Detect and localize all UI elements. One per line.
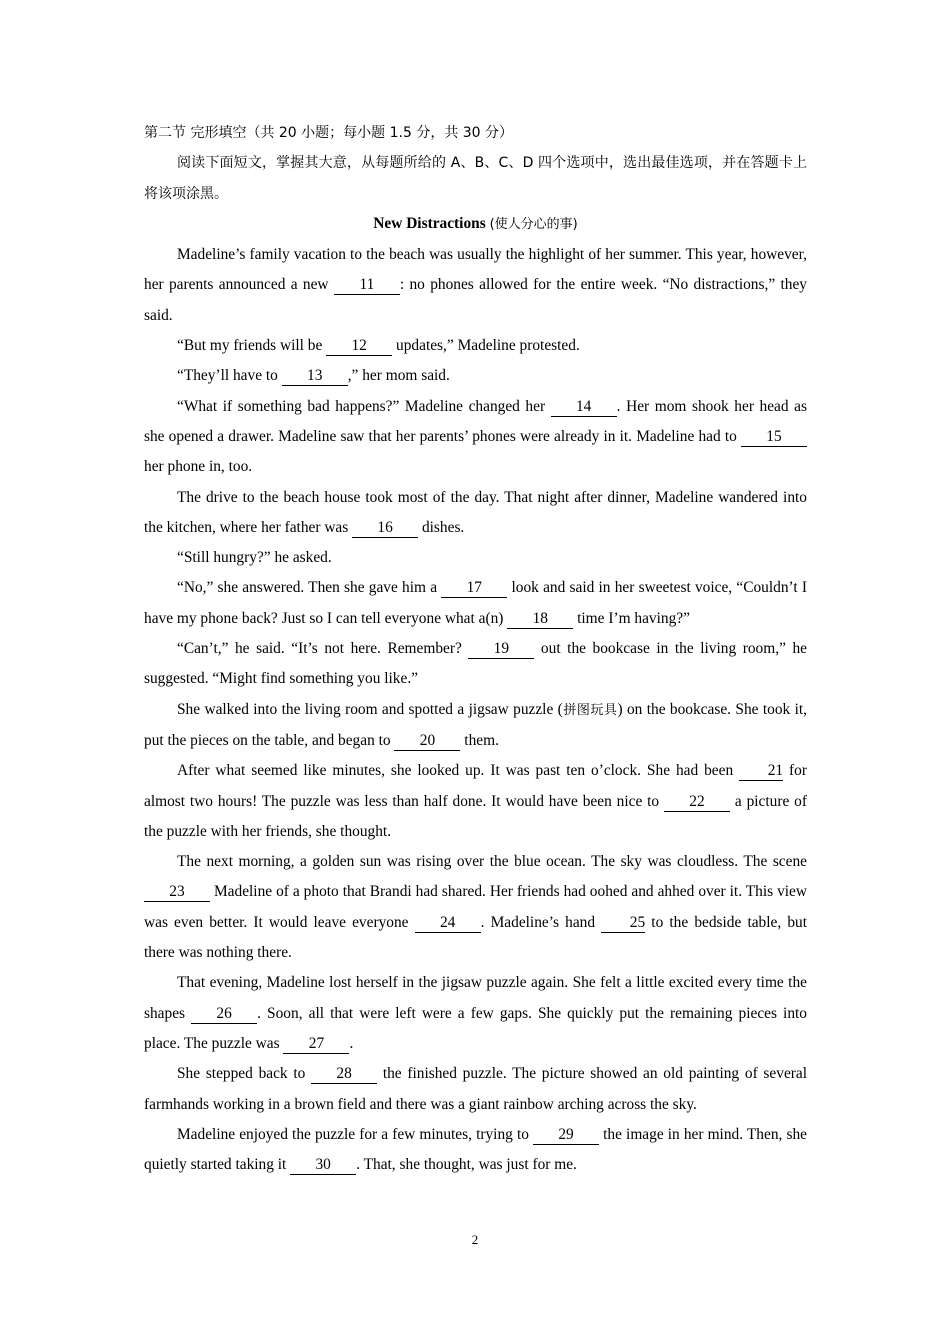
blank-29: 29 [533,1126,599,1145]
text: the image in her mind. Then, she quietly started taking it [144,1125,807,1174]
gloss: 拼图玩具 [562,702,618,718]
blank-25: 25 [601,914,645,933]
text: The drive to the beach house took most of the day. That night after dinner, Madeline wandered into the kitchen, where her father was [144,488,807,536]
blank-30: 30 [290,1156,356,1175]
paragraph-13 [144,1059,807,1120]
text: time I’m having?” [573,609,690,627]
page-number: 2 [471,1232,479,1247]
paragraph-3 [144,361,807,391]
text: . That, she thought, was just for me. [356,1156,577,1174]
text: . Soon, all that were left were a few gaps. She quickly put the remaining pieces into place. The puzzle was [144,1004,807,1052]
text: That evening, Madeline lost herself in the jigsaw puzzle again. She felt a little excited every time the shapes [144,974,807,1022]
text: “What if something bad happens?” Madeline changed her [177,397,551,415]
text: She walked into the living room and spotted a jigsaw puzzle ( [177,700,563,718]
text: . Her mom shook her head as she opened a drawer. Madeline saw that her parents’ phones were already in it. Madeline had to [144,397,807,445]
text: updates,” Madeline protested. [392,337,580,355]
text: Madeline of a photo that Brandi had shared. Her friends had oohed and ahhed over it. This view was even better. It would leave everyone [144,883,807,931]
text: for almost two hours! The puzzle was less than half done. It would have been nice to [144,762,807,810]
blank-14: 14 [551,398,617,417]
text: Madeline enjoyed the puzzle for a few minutes, trying to [177,1125,534,1143]
text: . Madeline’s hand [480,913,602,931]
blank-27: 27 [283,1035,349,1054]
title-main: New Distractions [373,214,486,232]
text: them. [460,731,499,749]
blank-24: 24 [415,914,481,933]
text: look and said in her sweetest voice, “Couldn’t I have my phone back? Just so I can tell everyone what a(n) [144,579,807,627]
blank-11: 11 [334,276,400,295]
blank-28: 28 [311,1065,377,1084]
paragraph-6: “Still hungry?” he asked. [177,549,332,567]
text: a picture of the puzzle with her friends, she thought. [144,792,807,840]
blank-19: 19 [468,640,534,659]
text: “Can’t,” he said. “It’s not here. Remember? [177,640,469,658]
text: her phone in, too. [144,458,253,476]
paragraph-14 [144,1120,807,1181]
instructions: 阅读下面短文，掌握其大意，从每题所给的 A、B、C、D 四个选项中，选出最佳选项，并在答题卡上将该项涂黑。 [144,155,807,202]
text: ) on the bookcase. She took it, put the pieces on the table, and began to [144,700,807,749]
paragraph-2 [144,331,807,361]
blank-12: 12 [326,337,392,356]
blank-15: 15 [741,428,807,447]
cloze-passage [144,118,807,1180]
text: “They’ll have to [177,367,282,385]
text: . [349,1034,354,1052]
paragraph-7 [144,573,807,634]
text: After what seemed like minutes, she looked up. It was past ten o’clock. She had been [177,762,740,780]
passage-title [144,209,807,240]
text: Madeline’s family vacation to the beach was usually the highlight of her summer. This year, however, her parents announced a new [144,246,807,294]
text: dishes. [418,518,465,536]
text: to the bedside table, but there was nothing there. [144,913,808,962]
blank-23: 23 [144,883,210,902]
blank-18: 18 [507,610,573,629]
title-gloss: (使人分心的事) [489,216,578,232]
blank-20: 20 [394,732,460,751]
blank-21: 21 [739,762,783,781]
text: the finished puzzle. The picture showed an old painting of several farmhands working in a brown field and there was a giant rainbow arching across the sky. [144,1065,808,1113]
paragraph-9 [144,695,807,757]
blank-16: 16 [352,519,418,538]
blank-13: 13 [282,367,348,386]
text: ,” her mom said. [347,367,450,385]
paragraph-5 [144,483,807,544]
text: “No,” she answered. Then she gave him a [177,579,442,597]
text: : no phones allowed for the entire week. “No distractions,” they said. [144,276,807,324]
paragraph-1 [144,240,807,331]
paragraph-12 [144,968,807,1059]
text: She stepped back to [177,1065,312,1083]
text: The next morning, a golden sun was rising over the blue ocean. The sky was cloudless. The scene [177,853,807,871]
text: “But my friends will be [177,337,327,355]
paragraph-10 [144,756,807,847]
blank-17: 17 [441,579,507,598]
blank-22: 22 [664,793,730,812]
blank-26: 26 [191,1005,257,1024]
paragraph-8 [144,634,807,695]
section-heading: 第二节 完形填空（共 20 小题；每小题 1.5 分，共 30 分） [144,125,514,141]
text: out the bookcase in the living room,” he suggested. “Might find something you like.” [144,640,807,688]
paragraph-11 [144,847,807,968]
paragraph-4 [144,392,807,483]
